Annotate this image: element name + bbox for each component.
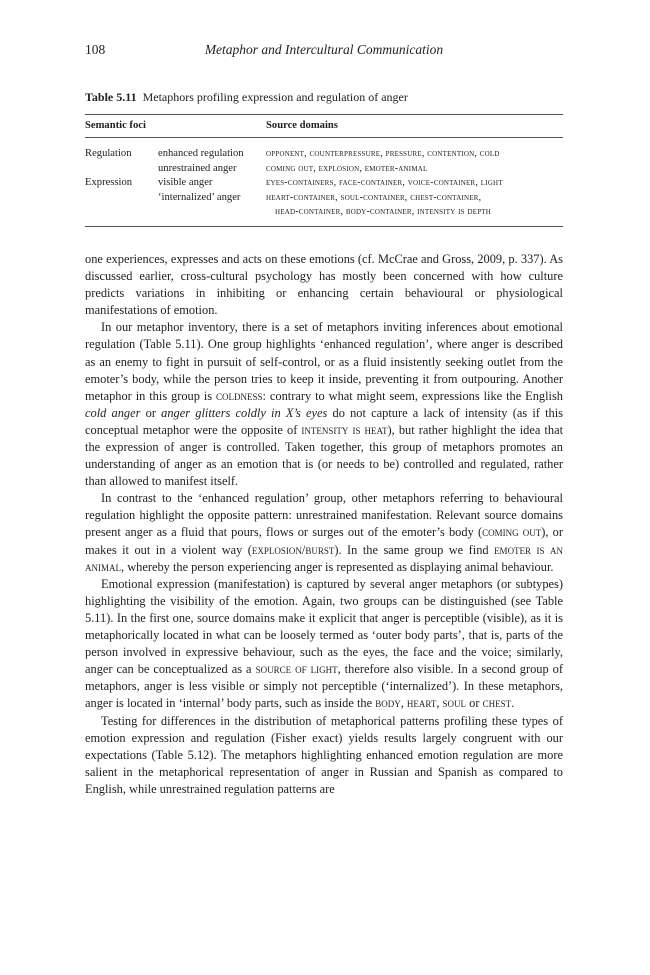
row-domains: eyes-containers, face-container, voice-container, light <box>266 177 503 189</box>
paragraph-4 <box>85 576 563 713</box>
p2-text: : contrary to what might seem, expressions like the English <box>262 388 563 403</box>
row-focus: visible anger <box>158 177 213 189</box>
row-group: Expression <box>85 177 133 189</box>
paragraph-1: one experiences, expresses and acts on these emotions (cf. McCrae and Gross, 2009, p. 337). As discussed earlier, cross-cultural psychology has mostly been concerned with how culture predicts variations in inhibiting or enhancing certain behavioural or physiological manifestations of emotion. <box>85 251 563 318</box>
p2-italic: anger glitters coldly in X’s eyes <box>161 405 328 420</box>
row-group <box>85 162 158 177</box>
metaphor-table <box>85 114 563 227</box>
page <box>85 42 563 798</box>
row-focus: enhanced regulation <box>158 148 244 159</box>
p4-text: , therefore also visible. In a second group of metaphors, anger is less visible or simply not perceptible (‘internalized’). In these metaphors, anger is located in ‘internal’ body parts, such as inside the <box>85 662 563 711</box>
row-focus: unrestrained anger <box>158 162 237 174</box>
p4-text: . <box>511 696 515 711</box>
p3-text: , whereby the person experiencing anger is represented as displaying animal behaviour. <box>121 559 554 574</box>
p4-smallcaps: body, heart, soul <box>375 696 467 711</box>
paragraph-5: Testing for differences in the distribution of metaphorical patterns profiling these types of emotion expression and regulation (Fisher exact) yields results largely congruent with our expectations (Table 5.12). The metaphors highlighting enhanced emotion regulation are more salient in the metaphorical representation of anger in Russian and Spanish as compared to English, while unrestrained regulation patterns are <box>85 713 563 796</box>
p2-smallcaps: intensity is heat <box>301 422 388 437</box>
p2-smallcaps: coldness <box>216 388 263 403</box>
row-group: Regulation <box>85 148 132 159</box>
p3-smallcaps: explosion/burst <box>251 542 335 557</box>
table-row <box>85 138 563 162</box>
col-header-semantic-foci: Semantic foci <box>85 115 266 138</box>
page-number: 108 <box>85 42 106 57</box>
running-head <box>85 42 563 62</box>
row-domains: heart-container, soul-container, chest-container, <box>266 191 482 203</box>
p2-text: or <box>140 405 162 420</box>
table-caption <box>85 90 563 105</box>
p3-smallcaps: coming out <box>482 525 542 540</box>
p2-italic: cold anger <box>85 405 141 420</box>
row-domains: opponent, counterpressure, pressure, contention, cold <box>266 148 500 159</box>
table-row <box>85 191 563 206</box>
row-focus: ‘internalized’ anger <box>158 191 241 203</box>
p3-text: In contrast to the ‘enhanced regulation’ group, other metaphors referring to behavioural regulation highlight the opposite pattern: unrestrained manifestation. Relevant source domains present anger as a fluid that pours, flows or surges out of the emoter’s body ( <box>85 491 563 540</box>
row-domains: coming out, explosion, emoter-animal <box>266 162 428 174</box>
table-row <box>85 162 563 177</box>
running-title: Metaphor and Intercultural Communication <box>204 42 444 57</box>
paragraph-2 <box>85 319 563 490</box>
p3-smallcaps: emoter is an animal <box>85 542 563 574</box>
paragraph-3 <box>85 490 563 575</box>
p2-text: ), but rather highlight the idea that the expression of anger is controlled. Taken together, this group of metaphors promotes an understanding of anger as an emotion that is (or needs to be) controlled and regulated, rather than allowed to manifest itself. <box>85 422 564 489</box>
row-group <box>85 205 158 226</box>
table-header-row <box>85 115 563 138</box>
table-row <box>85 176 563 191</box>
p4-smallcaps: chest <box>482 696 512 711</box>
table-caption-label: Table 5.11 <box>85 90 137 104</box>
p4-text: Emotional expression (manifestation) is captured by several anger metaphors (or subtypes) highlighting the visibility of the emotion. Again, two groups can be distinguished (see Table 5.11). In the first one, source domains make it explicit that anger is perceptible (visible), as it is metaphorically located in what can be loosely termed as ‘outer body parts’, that is, parts of the person involved in expressive behaviour, such as the eyes, the face and the voice; similarly, anger can be conceptualized as a <box>85 576 563 677</box>
col-header-source-domains: Source domains <box>266 115 563 138</box>
p3-text: ), or makes it out in a violent way ( <box>85 525 563 557</box>
row-focus <box>158 205 266 226</box>
row-group <box>85 191 158 206</box>
body-text <box>85 251 563 798</box>
table-caption-text: Metaphors profiling expression and regulation of anger <box>142 90 408 104</box>
p2-text: In our metaphor inventory, there is a set of metaphors inviting inferences about emotional regulation (Table 5.11). One group highlights ‘enhanced regulation’, where anger is described as an enemy to fight in pursuit of self-control, or as a fluid insistently seeking outlet from the emoter’s body, while the person tries to keep it inside, preventing it from outpouring. Another metaphor in this group is <box>85 320 563 403</box>
p4-text: or <box>466 696 483 711</box>
table-row <box>85 205 563 226</box>
row-domains <box>266 205 563 226</box>
p4-smallcaps: source of light <box>255 662 338 677</box>
row-domains-continuation: head-container, body-container, intensity is depth <box>275 206 492 218</box>
p3-text: ). In the same group we find <box>334 542 495 557</box>
p2-text: do not capture a lack of intensity (as if this conceptual metaphor were the opposite of <box>85 405 563 437</box>
